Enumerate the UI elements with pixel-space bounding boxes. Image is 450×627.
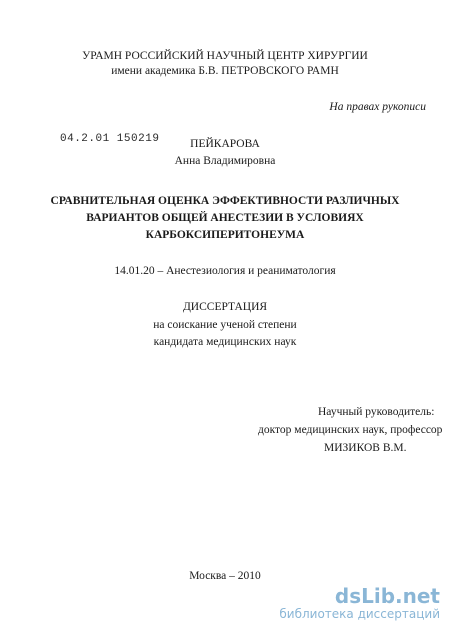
degree-line-1: на соискание ученой степени bbox=[153, 319, 297, 331]
document-type-heading: ДИССЕРТАЦИЯ bbox=[182, 301, 268, 313]
institution-subtitle: имени академика Б.В. ПЕТРОВСКОГО РАМН bbox=[111, 65, 339, 77]
title-line-1: СРАВНИТЕЛЬНАЯ ОЦЕНКА ЭФФЕКТИВНОСТИ РАЗЛИЧНЫХ bbox=[50, 195, 400, 207]
watermark-logo: dsLib.net bbox=[334, 584, 440, 608]
rights-note: На правах рукописи bbox=[329, 101, 426, 113]
supervisor-label: Научный руководитель: bbox=[318, 406, 435, 418]
city-year: Москва – 2010 bbox=[189, 570, 261, 582]
author-given-names: Анна Владимировна bbox=[174, 155, 276, 167]
author-surname: ПЕЙКАРОВА bbox=[190, 138, 260, 150]
degree-line-2: кандидата медицинских наук bbox=[153, 336, 297, 348]
supervisor-degree: доктор медицинских наук, профессор bbox=[258, 424, 443, 436]
dslib-watermark bbox=[279, 585, 440, 621]
watermark-tagline: библиотека диссертаций bbox=[279, 607, 440, 621]
institution-name: УРАМН РОССИЙСКИЙ НАУЧНЫЙ ЦЕНТР ХИРУРГИИ bbox=[82, 50, 368, 62]
supervisor-name: МИЗИКОВ В.М. bbox=[324, 442, 407, 454]
specialty-code: 14.01.20 – Анестезиология и реаниматология bbox=[114, 265, 336, 277]
title-line-2: ВАРИАНТОВ ОБЩЕЙ АНЕСТЕЗИИ В УСЛОВИЯХ bbox=[86, 212, 364, 224]
title-line-3: КАРБОКСИПЕРИТОНЕУМА bbox=[145, 229, 305, 241]
archive-stamp: 04.2.01 150219 bbox=[60, 133, 160, 145]
